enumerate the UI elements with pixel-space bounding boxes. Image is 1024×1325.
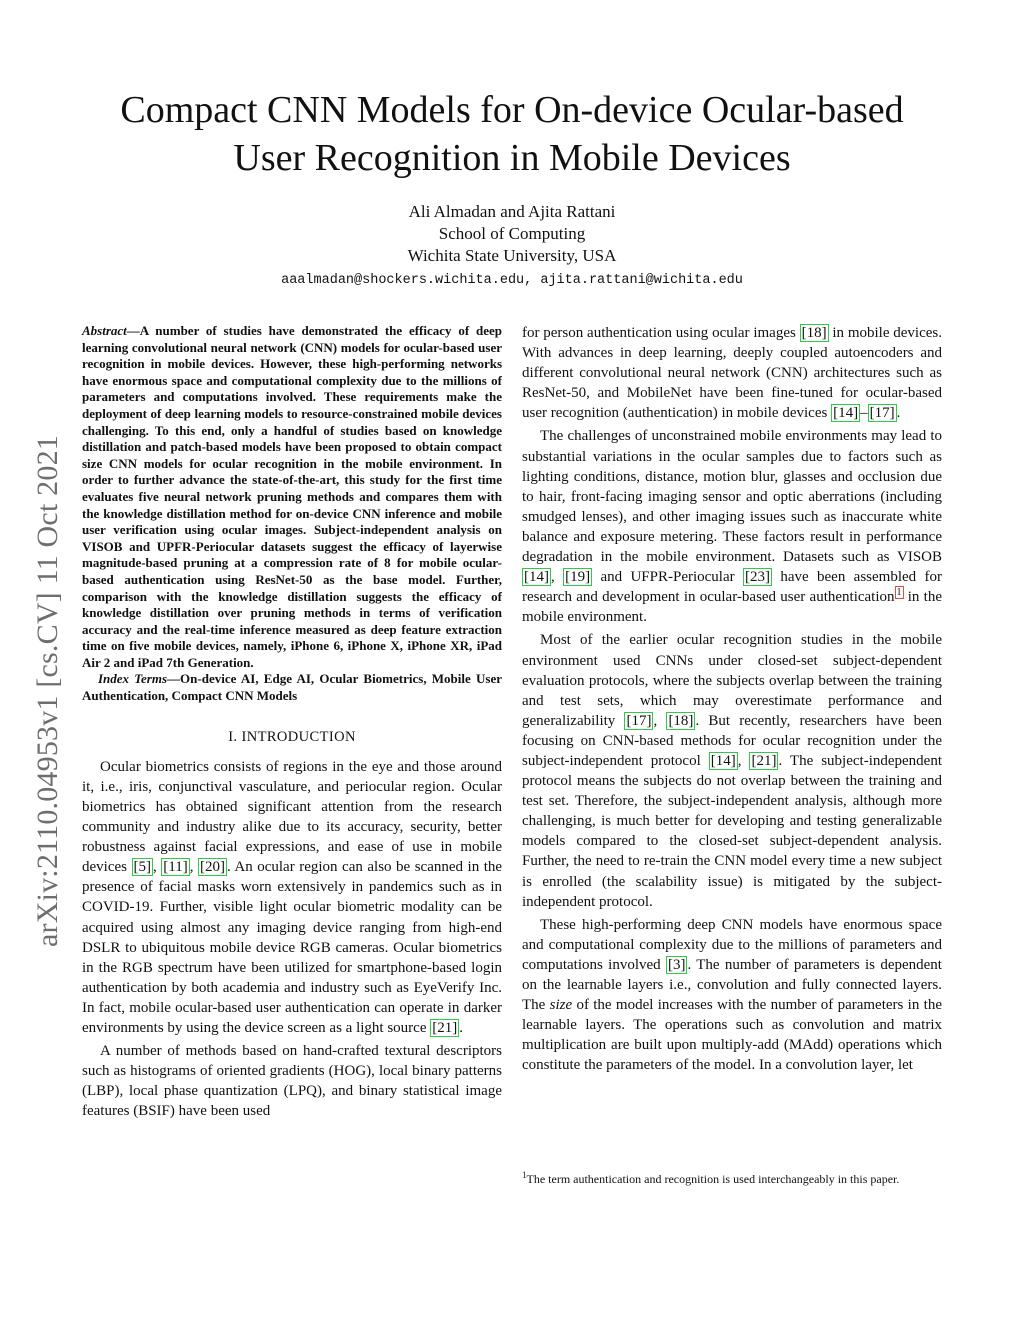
- text-run: The challenges of unconstrained mobile environments may lead to substantial variations in the ocular samples due to factors such as lighting conditions, distance, motion blur, glasses and occlusion due to hair, front-facing imaging sensor and optic aberrations (including smudged lenses), and other imaging issues such as inaccurate white balance and exposure metering. These factors result in performance degradation in the mobile environment. Datasets such as VISOB: [522, 428, 942, 566]
- text-run: of the model increases with the number of parameters in the learnable layers. The operations such as convolution and matrix multiplication are built upon multiply-add (MAdd) operations which constitute the parameters of the model. In a convolution layer, let: [522, 997, 942, 1074]
- text-run: ,: [737, 752, 750, 769]
- citation-link[interactable]: [21]: [432, 1019, 458, 1036]
- intro-paragraph-2: A number of methods based on hand-crafted textural descriptors such as histograms of oriented gradients (HOG), local binary patterns (LBP), local phase quantization (LPQ), and binary statistical image features (BSIF) have been used: [82, 1043, 502, 1120]
- abstract: [82, 323, 502, 671]
- abstract-text: —A number of studies have demonstrated the efficacy of deep learning convolutional neural network (CNN) models for ocular-based user recognition in mobile devices. However, these high-performing networks have enormous space and computational complexity due to the millions of parameters and computations involved. These requirements make the deployment of deep learning models to resource-constrained mobile devices challenging. To this end, only a handful of studies based on knowledge distillation and patch-based models have been proposed to obtain compact size CNN models for ocular recognition in the mobile environment. In order to further advance the state-of-the-art, this study for the first time evaluates five neural network pruning methods and compares them with the knowledge distillation method for on-device CNN inference and mobile user verification using ocular images. Subject-independent analysis on VISOB and UPFR-Periocular datasets suggest the efficacy of layerwise magnitude-based pruning at a compression rate of 8 for mobile ocular-based authentication using ResNet-50 as the base model. Further, comparison with the knowledge distillation suggests the efficacy of knowledge distillation over pruning methods in terms of verification accuracy and the real-time inference measured as deep feature extraction time on five mobile devices, namely, iPhone 6, iPhone X, iPhone XR, iPad Air 2 and iPad 7th Generation.: [82, 323, 502, 670]
- citation-link[interactable]: [18]: [668, 712, 694, 729]
- title-line-2: User Recognition in Mobile Devices: [233, 137, 791, 179]
- text-run: These high-performing deep CNN models have enormous space and computational complexity due to the millions of parameters and computations involved: [522, 916, 942, 973]
- title-line-1: Compact CNN Models for On-device Ocular-based: [120, 89, 904, 131]
- intro-paragraph-1: [82, 757, 502, 1038]
- text-run: –: [860, 405, 868, 422]
- text-run: ,: [189, 859, 198, 876]
- abstract-lead: Abstract: [82, 323, 127, 338]
- index-terms-lead: Index Terms: [98, 671, 168, 687]
- text-run: ,: [653, 712, 667, 729]
- left-column: [82, 323, 502, 1121]
- citation-link[interactable]: [18]: [801, 325, 827, 341]
- text-run: . An ocular region can also be scanned in the presence of facial masks worn extensively in pandemics such as in COVID-19. Further, visible light ocular biometric modality can be acquired using almost any imaging device ranging from high-end DSLR to ubiquitous mobile device RGB cameras. Ocular biometrics in the RGB spectrum have been utilized for smartphone-based login authentication by both academia and industry such as EyeVerify Inc. In fact, mobile ocular-based user authentication can operate in darker environments by using the device screen as a light source: [82, 859, 503, 1036]
- text-run: . The number of parameters is dependent on the learnable layers i.e., convolution and fully connected layers. The: [522, 956, 942, 1014]
- paper-title: [60, 86, 964, 182]
- text-run: Ocular biometrics consists of regions in the eye and those around it, i.e., iris, conjunctival vasculature, and periocular region. Ocular biometrics has obtained significant attention from the research community and industry alike due to its accuracy, security, better robustness against facial expressions, and ease of use in mobile devices: [82, 758, 502, 876]
- text-run: in the mobile environment.: [522, 589, 942, 626]
- author-names: Ali Almadan and Ajita Rattani: [408, 202, 616, 221]
- citation-link[interactable]: [14]: [710, 752, 736, 769]
- index-terms-text: —On-device AI, Edge AI, Ocular Biometrics, Mobile User Authentication, Compact CNN Models: [82, 671, 502, 704]
- citation-link[interactable]: [17]: [869, 405, 895, 422]
- citation-link[interactable]: [14]: [833, 405, 859, 422]
- arxiv-identifier: arXiv:2110.04953v1 [cs.CV] 11 Oct 2021: [31, 435, 64, 947]
- author-emails[interactable]: aaalmadan@shockers.wichita.edu, ajita.rattani@wichita.edu: [281, 273, 743, 288]
- text-run: .: [896, 405, 901, 422]
- author-university: Wichita State University, USA: [407, 246, 617, 265]
- footnote-text: The term authentication and recognition is used interchangeably in this paper.: [526, 1172, 900, 1186]
- citation-link[interactable]: [11]: [163, 859, 188, 876]
- index-terms: [82, 671, 502, 704]
- text-run: have been assembled for research and development in ocular-based user authentication: [522, 569, 942, 606]
- text-run: .: [459, 1019, 463, 1036]
- text-run: for person authentication using ocular images: [522, 325, 800, 341]
- citation-link[interactable]: [21]: [751, 752, 777, 769]
- footnote-mark: 1: [522, 1170, 527, 1180]
- citation-link[interactable]: [23]: [744, 569, 770, 586]
- right-paragraph-2: [522, 426, 942, 627]
- citation-link[interactable]: [14]: [524, 569, 549, 586]
- emphasis-size: size: [549, 997, 573, 1014]
- text-run: and UFPR-Periocular: [592, 569, 743, 586]
- right-paragraph-1: [522, 323, 942, 423]
- text-run: Most of the earlier ocular recognition studies in the mobile environment used CNNs under closed-set subject-dependent evaluation protocols, where the subjects overlap between the training and test sets, which may overestimate performance and generalizability: [522, 632, 942, 729]
- citation-link[interactable]: [5]: [133, 859, 151, 876]
- right-paragraph-4: [522, 915, 942, 1076]
- text-run: ,: [153, 859, 162, 876]
- text-run: ,: [551, 569, 564, 586]
- text-run: . But recently, researchers have been focusing on CNN-based methods for ocular recognition under the subject-independent protocol: [522, 712, 942, 769]
- right-paragraph-3: [522, 630, 942, 911]
- text-run: in mobile devices. With advances in deep learning, deeply coupled autoencoders and different convolutional neural network (CNN) architectures such as ResNet-50, and MobileNet have been fine-tuned for ocular-based user recognition (authentication) in mobile devices: [522, 325, 943, 422]
- section-heading-introduction: I. INTRODUCTION: [228, 728, 356, 745]
- footnote-link[interactable]: 1: [896, 587, 902, 599]
- author-block: [200, 201, 824, 292]
- citation-link[interactable]: [20]: [199, 859, 225, 876]
- citation-link[interactable]: [19]: [565, 569, 591, 586]
- right-column: [522, 323, 942, 1075]
- citation-link[interactable]: [17]: [626, 712, 652, 729]
- text-run: . The subject-independent protocol means the subjects do not overlap between the training and test set. Therefore, the subject-independent analysis, although more challenging, is much better for developing and testing generalizable models compared to the closed-set subject-dependent analysis. Further, the need to re-train the CNN model every time a new subject is enrolled (the scalability issue) is mitigated by the subject-independent protocol.: [522, 752, 943, 910]
- citation-link[interactable]: [3]: [667, 956, 686, 973]
- author-department: School of Computing: [438, 224, 586, 243]
- footnote: [522, 1171, 942, 1187]
